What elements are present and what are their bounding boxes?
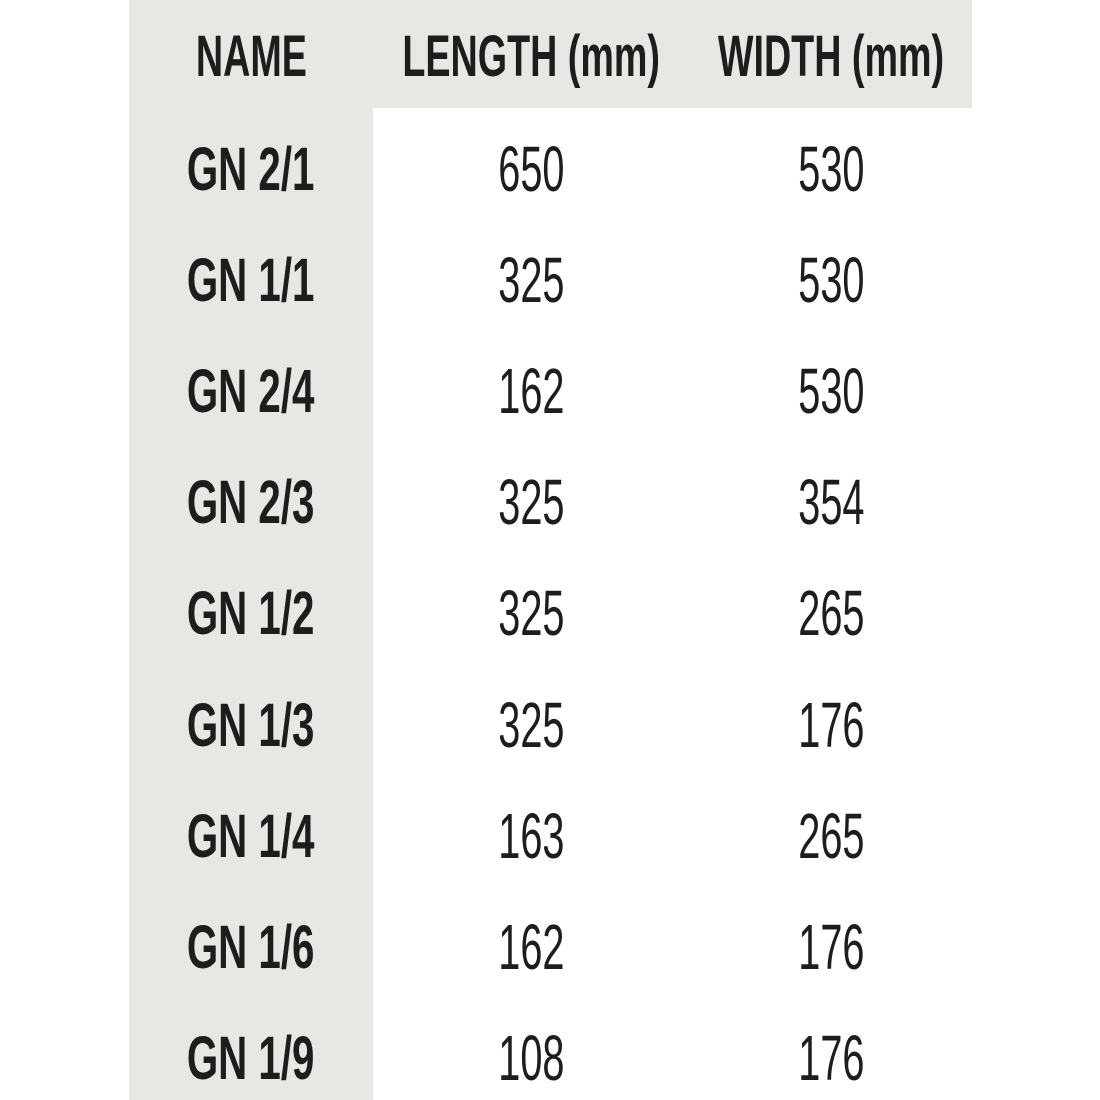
row-9-length: 108 xyxy=(498,1022,565,1095)
row-8-width: 176 xyxy=(797,910,865,983)
row-7-name: GN 1/4 xyxy=(187,801,315,870)
table-grid xyxy=(129,0,972,1100)
row-1-name-cell xyxy=(129,113,373,224)
row-3-width: 530 xyxy=(797,354,865,427)
row-5-name-cell xyxy=(129,558,373,669)
row-5-name: GN 1/2 xyxy=(187,579,315,648)
header-label-width: WIDTH (mm) xyxy=(717,24,945,89)
row-9-width-cell xyxy=(690,1003,972,1100)
row-6-length: 325 xyxy=(498,688,565,761)
row-7-length: 163 xyxy=(498,799,565,872)
row-1-length: 650 xyxy=(498,132,565,205)
row-5-length: 325 xyxy=(498,577,565,650)
row-7-width-cell xyxy=(690,780,972,891)
header-cell-name xyxy=(129,0,373,113)
row-5-length-cell xyxy=(373,558,690,669)
row-2-name: GN 1/1 xyxy=(187,245,315,314)
row-6-width: 176 xyxy=(797,688,865,761)
header-cell-length xyxy=(373,0,690,113)
row-8-name-cell xyxy=(129,891,373,1002)
row-3-name-cell xyxy=(129,335,373,446)
header-cell-width xyxy=(690,0,972,113)
row-4-length-cell xyxy=(373,447,690,558)
row-3-length-cell xyxy=(373,335,690,446)
header-label-name: NAME xyxy=(195,24,307,89)
row-5-width-cell xyxy=(690,558,972,669)
row-5-width: 265 xyxy=(797,577,865,650)
row-1-length-cell xyxy=(373,113,690,224)
row-9-length-cell xyxy=(373,1003,690,1100)
row-8-width-cell xyxy=(690,891,972,1002)
row-8-length-cell xyxy=(373,891,690,1002)
row-1-name: GN 2/1 xyxy=(187,134,315,203)
header-label-length: LENGTH (mm) xyxy=(402,24,661,89)
row-8-name: GN 1/6 xyxy=(187,912,315,981)
row-8-length: 162 xyxy=(498,910,565,983)
row-1-width: 530 xyxy=(797,132,865,205)
row-6-length-cell xyxy=(373,669,690,780)
row-3-length: 162 xyxy=(498,354,565,427)
row-2-width: 530 xyxy=(797,243,865,316)
row-7-width: 265 xyxy=(797,799,865,872)
row-4-name: GN 2/3 xyxy=(187,468,315,537)
row-4-width: 354 xyxy=(797,466,865,539)
row-2-length-cell xyxy=(373,224,690,335)
row-4-length: 325 xyxy=(498,466,565,539)
row-6-name-cell xyxy=(129,669,373,780)
row-6-name: GN 1/3 xyxy=(187,690,315,759)
row-2-name-cell xyxy=(129,224,373,335)
row-3-width-cell xyxy=(690,335,972,446)
row-9-name: GN 1/9 xyxy=(187,1024,315,1093)
row-3-name: GN 2/4 xyxy=(187,356,315,425)
row-2-width-cell xyxy=(690,224,972,335)
row-7-name-cell xyxy=(129,780,373,891)
row-4-width-cell xyxy=(690,447,972,558)
row-9-name-cell xyxy=(129,1003,373,1100)
row-4-name-cell xyxy=(129,447,373,558)
row-7-length-cell xyxy=(373,780,690,891)
row-6-width-cell xyxy=(690,669,972,780)
spec-table xyxy=(129,0,972,1100)
row-1-width-cell xyxy=(690,113,972,224)
row-9-width: 176 xyxy=(797,1022,865,1095)
row-2-length: 325 xyxy=(498,243,565,316)
